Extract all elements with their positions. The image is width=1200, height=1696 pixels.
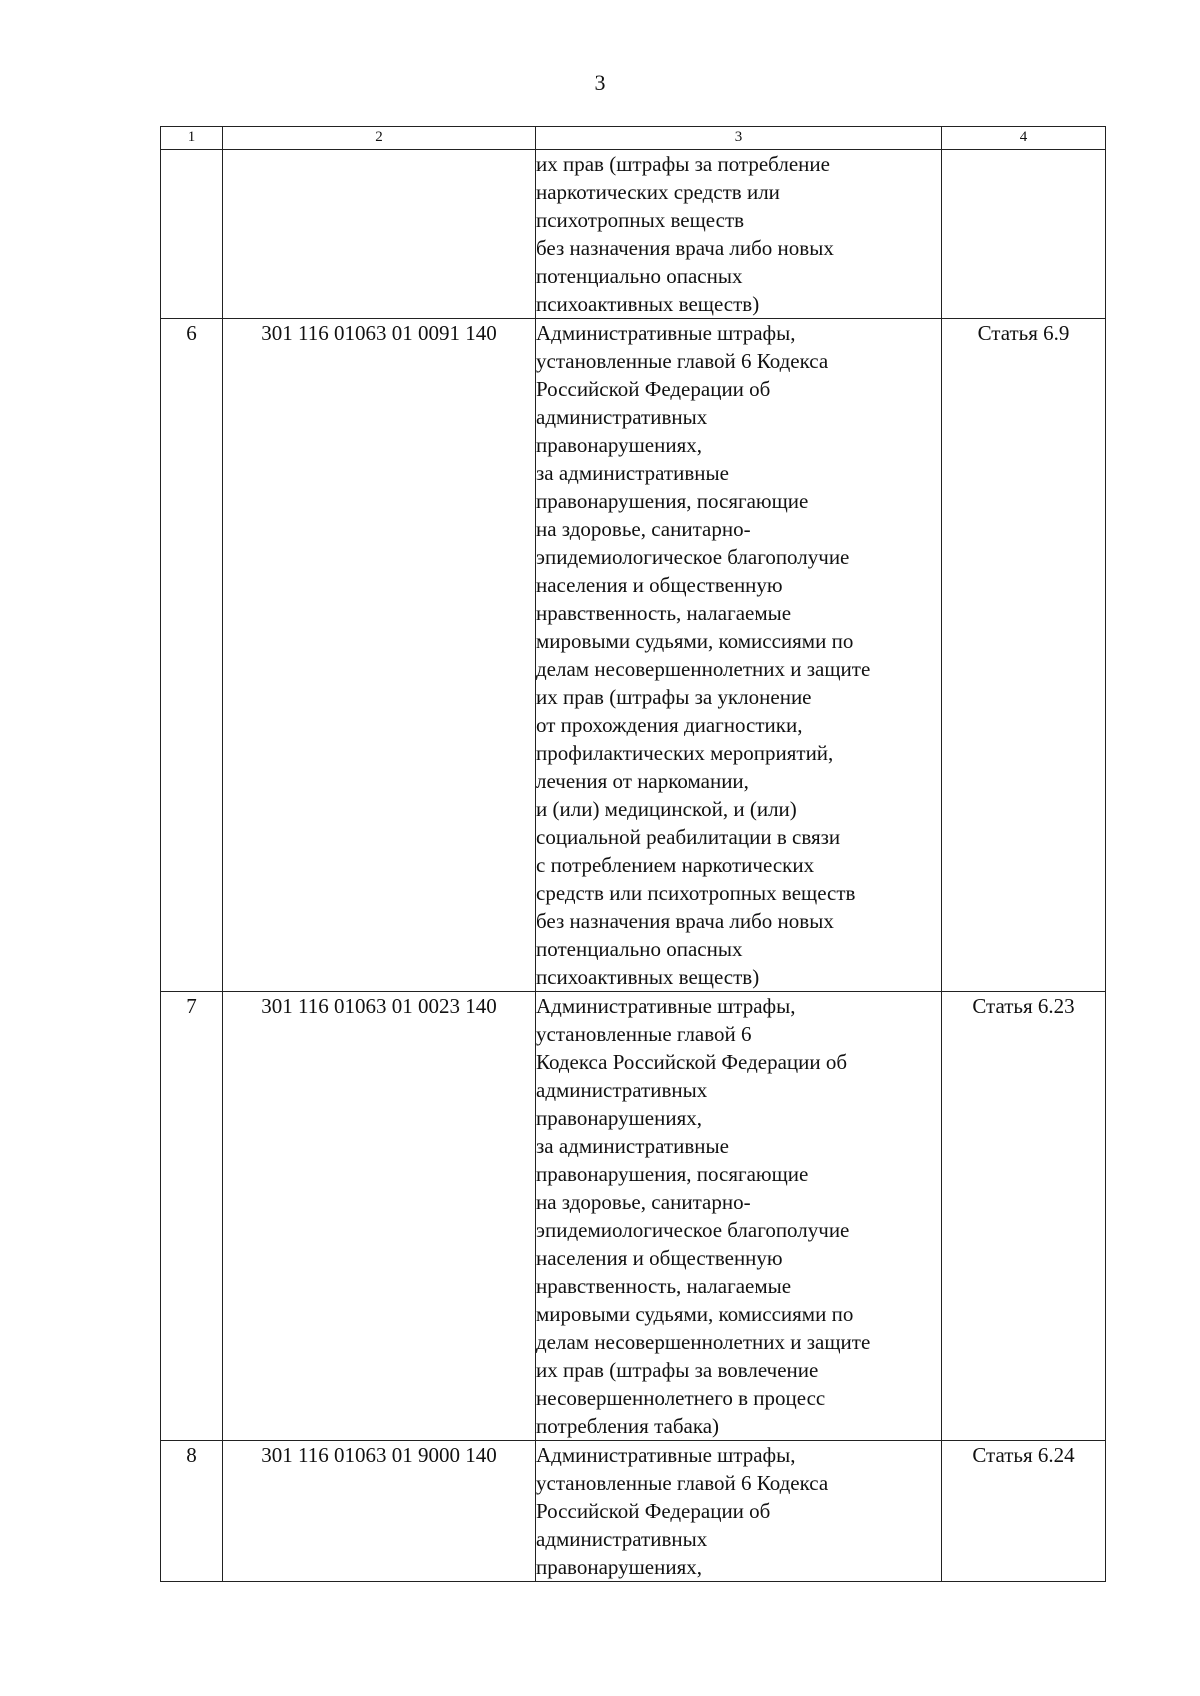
description-line: потребления табака) <box>536 1414 720 1438</box>
description-line: правонарушениях, <box>536 433 702 457</box>
description-line: психотропных веществ <box>536 208 745 232</box>
row-number-cell: 6 <box>161 319 223 992</box>
article-cell: Статья 6.9 <box>942 319 1106 992</box>
description-line: эпидемиологическое благополучие <box>536 1218 850 1242</box>
header-cell-4: 4 <box>942 127 1106 150</box>
description-cell <box>536 319 942 992</box>
description-line: административных <box>536 1527 708 1551</box>
description-line: психоактивных веществ) <box>536 965 760 989</box>
description-line: их прав (штрафы за потребление <box>536 152 830 176</box>
budget-codes-table <box>160 126 1106 1582</box>
description-line: мировыми судьями, комиссиями по <box>536 629 854 653</box>
description-line: Российской Федерации об <box>536 377 771 401</box>
description-line: с потреблением наркотических <box>536 853 815 877</box>
row-number-cell <box>161 150 223 319</box>
description-line: нравственность, налагаемые <box>536 601 792 625</box>
table-row <box>161 992 1106 1441</box>
description-line: Административные штрафы, <box>536 994 796 1018</box>
description-line: и (или) медицинской, и (или) <box>536 797 797 821</box>
description-line: Административные штрафы, <box>536 1443 796 1467</box>
article-cell <box>942 150 1106 319</box>
article-cell: Статья 6.24 <box>942 1441 1106 1582</box>
description-line: несовершеннолетнего в процесс <box>536 1386 826 1410</box>
description-line: лечения от наркомании, <box>536 769 749 793</box>
description-line: мировыми судьями, комиссиями по <box>536 1302 854 1326</box>
description-line: за административные <box>536 1134 729 1158</box>
description-line: на здоровье, санитарно- <box>536 1190 751 1214</box>
description-line: правонарушения, посягающие <box>536 1162 809 1186</box>
description-line: административных <box>536 405 708 429</box>
description-line: без назначения врача либо новых <box>536 236 834 260</box>
description-line: административных <box>536 1078 708 1102</box>
description-line: эпидемиологическое благополучие <box>536 545 850 569</box>
description-line: психоактивных веществ) <box>536 292 760 316</box>
budget-code-cell <box>223 150 536 319</box>
description-line: делам несовершеннолетних и защите <box>536 657 871 681</box>
budget-code-cell: 301 116 01063 01 0091 140 <box>223 319 536 992</box>
description-line: без назначения врача либо новых <box>536 909 834 933</box>
description-line: населения и общественную <box>536 573 783 597</box>
table-row <box>161 1441 1106 1582</box>
header-cell-1: 1 <box>161 127 223 150</box>
description-line: установленные главой 6 Кодекса <box>536 349 829 373</box>
description-cell <box>536 1441 942 1582</box>
description-line: потенциально опасных <box>536 937 743 961</box>
description-line: социальной реабилитации в связи <box>536 825 841 849</box>
description-line: потенциально опасных <box>536 264 743 288</box>
row-number-cell: 7 <box>161 992 223 1441</box>
article-cell: Статья 6.23 <box>942 992 1106 1441</box>
page-number: 3 <box>594 70 606 95</box>
description-line: наркотических средств или <box>536 180 780 204</box>
header-cell-3: 3 <box>536 127 942 150</box>
table-header-row <box>161 127 1106 150</box>
description-cell <box>536 992 942 1441</box>
budget-code-cell: 301 116 01063 01 9000 140 <box>223 1441 536 1582</box>
description-line: их прав (штрафы за вовлечение <box>536 1358 819 1382</box>
table-row <box>161 150 1106 319</box>
description-line: правонарушениях, <box>536 1555 702 1579</box>
description-line: установленные главой 6 Кодекса <box>536 1471 829 1495</box>
description-line: Кодекса Российской Федерации об <box>536 1050 848 1074</box>
budget-code-cell: 301 116 01063 01 0023 140 <box>223 992 536 1441</box>
description-line: делам несовершеннолетних и защите <box>536 1330 871 1354</box>
description-line: установленные главой 6 <box>536 1022 752 1046</box>
table-row <box>161 319 1106 992</box>
description-line: Административные штрафы, <box>536 321 796 345</box>
description-line: от прохождения диагностики, <box>536 713 803 737</box>
description-line: Российской Федерации об <box>536 1499 771 1523</box>
description-line: за административные <box>536 461 729 485</box>
description-line: средств или психотропных веществ <box>536 881 856 905</box>
description-line: на здоровье, санитарно- <box>536 517 751 541</box>
description-line: населения и общественную <box>536 1246 783 1270</box>
description-line: их прав (штрафы за уклонение <box>536 685 812 709</box>
header-cell-2: 2 <box>223 127 536 150</box>
description-line: профилактических мероприятий, <box>536 741 834 765</box>
description-line: правонарушениях, <box>536 1106 702 1130</box>
description-line: нравственность, налагаемые <box>536 1274 792 1298</box>
description-cell <box>536 150 942 319</box>
row-number-cell: 8 <box>161 1441 223 1582</box>
description-line: правонарушения, посягающие <box>536 489 809 513</box>
